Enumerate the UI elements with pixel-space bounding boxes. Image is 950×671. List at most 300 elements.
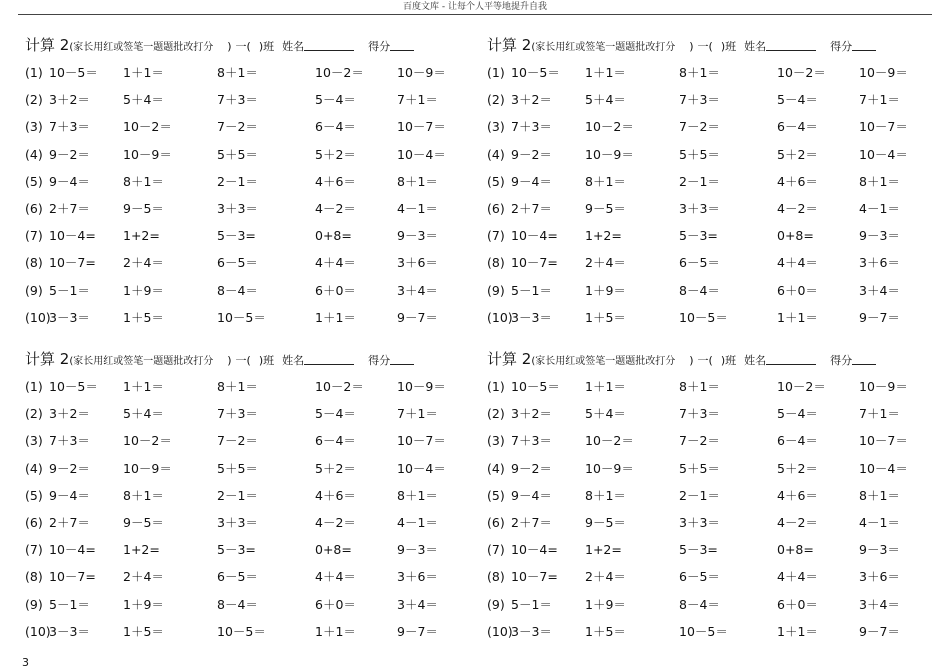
problem-col-5: 3＋6＝ [859, 255, 900, 271]
problem-number: (10) [25, 309, 51, 325]
problem-col-5: 3＋6＝ [397, 569, 438, 585]
problem-number: (5) [487, 487, 505, 503]
problem-row [25, 118, 465, 136]
name-blank[interactable] [304, 351, 354, 365]
problem-col-1: 7＋3＝ [511, 433, 552, 449]
problem-col-3: 7－2＝ [217, 433, 258, 449]
problem-col-3: 3＋3＝ [217, 515, 258, 530]
problem-col-1: 3－3＝ [49, 309, 90, 325]
problem-col-3: 8＋1＝ [217, 379, 258, 394]
problem-col-5: 3＋4＝ [859, 282, 900, 298]
problem-col-4: 4－2＝ [315, 201, 356, 216]
problem-col-5: 7＋1＝ [859, 406, 900, 422]
name-blank[interactable] [766, 37, 816, 51]
problem-col-2: 1＋5＝ [585, 309, 626, 325]
problem-col-3: 7－2＝ [679, 433, 720, 449]
problem-col-1: 9－2＝ [511, 460, 552, 476]
problem-col-1: 9－2＝ [49, 460, 90, 476]
problem-row [487, 623, 927, 641]
problem-col-4: 6－4＝ [315, 119, 356, 135]
problem-col-1: 7＋3＝ [49, 433, 90, 449]
problem-row [487, 514, 927, 532]
problem-col-3: 7＋3＝ [679, 92, 720, 108]
problem-col-3: 10－5＝ [679, 623, 728, 639]
problem-col-3: 10－5＝ [217, 623, 266, 639]
problem-col-3: 10－5＝ [679, 309, 728, 325]
problem-col-2: 5＋4＝ [123, 92, 164, 108]
sheet-title [487, 350, 876, 371]
problem-col-5: 9－3＝ [397, 542, 438, 558]
problem-number: (5) [487, 173, 505, 189]
problem-col-4: 0+8= [315, 542, 352, 558]
problem-number: (8) [487, 569, 505, 585]
worksheet-bottom-left [25, 350, 465, 650]
problem-col-4: 4＋6＝ [315, 173, 356, 189]
problem-col-4: 4－2＝ [777, 201, 818, 216]
problem-col-2: 1＋1＝ [123, 65, 164, 80]
problem-row [25, 460, 465, 478]
problem-col-5: 3＋6＝ [397, 255, 438, 271]
problem-number: (3) [487, 119, 505, 135]
problem-col-1: 10－5＝ [511, 65, 560, 80]
sheet-title-text: 计算 2 [487, 350, 532, 368]
problem-col-3: 7－2＝ [679, 119, 720, 135]
problem-col-1: 5－1＝ [511, 596, 552, 612]
problem-col-1: 10－5＝ [511, 379, 560, 394]
problem-col-1: 9－2＝ [49, 146, 90, 162]
problem-col-2: 10－2＝ [585, 119, 634, 135]
problem-col-2: 5＋4＝ [123, 406, 164, 422]
problem-col-2: 9－5＝ [123, 515, 164, 530]
problem-row [487, 146, 927, 164]
problem-col-5: 10－9＝ [397, 379, 446, 394]
problem-col-4: 6－4＝ [315, 433, 356, 449]
problem-number: (4) [25, 460, 43, 476]
problem-number: (6) [487, 201, 505, 216]
worksheet-top-left [25, 36, 465, 336]
problem-number: (5) [25, 173, 43, 189]
problem-col-5: 4－1＝ [859, 201, 900, 216]
problem-number: (7) [487, 542, 505, 558]
problem-col-2: 1+2= [585, 542, 622, 558]
problem-col-1: 3＋2＝ [511, 92, 552, 108]
problem-col-2: 10－9＝ [585, 146, 634, 162]
problem-col-2: 1＋5＝ [123, 623, 164, 639]
problem-number: (7) [25, 228, 43, 244]
problem-number: (4) [25, 146, 43, 162]
score-blank[interactable] [852, 351, 876, 365]
problem-col-1: 3－3＝ [511, 309, 552, 325]
problem-col-5: 8＋1＝ [859, 487, 900, 503]
problem-row [25, 64, 465, 82]
problem-number: (8) [25, 569, 43, 585]
problem-col-3: 8－4＝ [217, 282, 258, 298]
problem-col-3: 3＋3＝ [679, 201, 720, 216]
score-label: 得分 [830, 354, 853, 367]
problem-row [487, 282, 927, 300]
problem-number: (6) [487, 515, 505, 530]
sheet-title [25, 36, 414, 57]
problem-col-5: 8＋1＝ [859, 173, 900, 189]
problem-col-3: 6－5＝ [679, 569, 720, 585]
name-blank[interactable] [304, 37, 354, 51]
problem-col-4: 6＋0＝ [777, 282, 818, 298]
problem-col-3: 8－4＝ [217, 596, 258, 612]
parent-grading-note: (家长用红或签笔一题题批改打分 [531, 42, 676, 53]
problem-row [25, 432, 465, 450]
problem-col-2: 8＋1＝ [123, 173, 164, 189]
problem-col-2: 9－5＝ [585, 201, 626, 216]
problem-col-1: 9－2＝ [511, 146, 552, 162]
problem-number: (1) [487, 65, 505, 80]
problem-row [487, 118, 927, 136]
problem-col-4: 1＋1＝ [777, 623, 818, 639]
problem-col-3: 3＋3＝ [679, 515, 720, 530]
problem-col-2: 9－5＝ [123, 201, 164, 216]
problem-col-4: 5＋2＝ [315, 460, 356, 476]
problem-col-3: 5－3= [679, 228, 718, 244]
problem-row [25, 596, 465, 614]
name-label: 姓名 [282, 354, 305, 367]
name-blank[interactable] [766, 351, 816, 365]
problem-number: (3) [25, 433, 43, 449]
problem-col-3: 8＋1＝ [217, 65, 258, 80]
problem-col-3: 7＋3＝ [217, 406, 258, 422]
problem-col-5: 10－7＝ [397, 119, 446, 135]
problem-col-2: 1＋9＝ [123, 282, 164, 298]
problem-row [25, 514, 465, 532]
sheet-title-text: 计算 2 [25, 350, 70, 368]
parent-grading-note: (家长用红或签笔一题题批改打分 [69, 356, 214, 367]
problem-col-4: 0+8= [777, 542, 814, 558]
sheet-title [25, 350, 414, 371]
note-close-paren: ) [227, 354, 232, 367]
problem-col-2: 8＋1＝ [585, 173, 626, 189]
problem-col-5: 10－9＝ [397, 65, 446, 80]
problem-col-1: 2＋7＝ [49, 201, 90, 216]
problem-col-5: 9－3＝ [859, 228, 900, 244]
problem-row [487, 568, 927, 586]
problem-col-1: 9－4＝ [511, 173, 552, 189]
problem-number: (9) [487, 282, 505, 298]
page-number: 3 [22, 656, 29, 669]
score-blank[interactable] [390, 37, 414, 51]
problem-col-4: 10－2＝ [315, 379, 364, 394]
problem-col-5: 9－7＝ [397, 309, 438, 325]
problem-number: (9) [487, 596, 505, 612]
problem-col-1: 10－4= [511, 542, 558, 558]
problem-col-3: 7＋3＝ [679, 406, 720, 422]
problem-col-4: 5＋2＝ [777, 460, 818, 476]
problem-col-1: 10－7= [49, 255, 96, 271]
problem-row [487, 173, 927, 191]
name-label: 姓名 [282, 40, 305, 53]
problem-col-2: 9－5＝ [585, 515, 626, 530]
problem-row [25, 623, 465, 641]
problem-col-4: 5－4＝ [315, 92, 356, 108]
problem-row [487, 309, 927, 327]
problem-col-4: 1＋1＝ [315, 309, 356, 325]
problem-number: (7) [25, 542, 43, 558]
problem-col-4: 4＋4＝ [777, 569, 818, 585]
problem-col-5: 9－7＝ [859, 309, 900, 325]
note-close-paren: ) [689, 354, 694, 367]
problem-col-3: 7＋3＝ [217, 92, 258, 108]
class-label-suffix: )班 [258, 354, 275, 367]
problem-col-2: 10－9＝ [123, 146, 172, 162]
problem-number: (1) [487, 379, 505, 394]
problem-col-3: 8－4＝ [679, 282, 720, 298]
problem-col-3: 5－3= [217, 228, 256, 244]
problem-col-5: 9－3＝ [859, 542, 900, 558]
parent-grading-note: (家长用红或签笔一题题批改打分 [531, 356, 676, 367]
name-label: 姓名 [744, 40, 767, 53]
problem-col-5: 3＋4＝ [859, 596, 900, 612]
problem-col-5: 9－7＝ [397, 623, 438, 639]
problem-col-1: 3－3＝ [511, 623, 552, 639]
problem-col-1: 9－4＝ [511, 487, 552, 503]
problem-number: (6) [25, 201, 43, 216]
score-blank[interactable] [852, 37, 876, 51]
problem-number: (2) [487, 92, 505, 108]
problem-col-3: 2－1＝ [217, 487, 258, 503]
problem-col-1: 10－5＝ [49, 379, 98, 394]
problem-row [25, 91, 465, 109]
problem-col-1: 5－1＝ [49, 282, 90, 298]
problem-col-3: 5＋5＝ [679, 146, 720, 162]
problem-col-4: 10－2＝ [777, 379, 826, 394]
problem-col-4: 0+8= [315, 228, 352, 244]
problem-col-3: 10－5＝ [217, 309, 266, 325]
problem-number: (5) [25, 487, 43, 503]
class-label-prefix: 一( [697, 354, 713, 367]
problem-col-4: 10－2＝ [315, 65, 364, 80]
problem-number: (10) [487, 623, 513, 639]
problem-col-4: 5－4＝ [777, 92, 818, 108]
sheet-title-text: 计算 2 [487, 36, 532, 54]
problem-col-2: 1＋1＝ [123, 379, 164, 394]
problem-col-2: 1+2= [123, 542, 160, 558]
problem-row [25, 173, 465, 191]
problem-col-1: 9－4＝ [49, 487, 90, 503]
problem-row [487, 64, 927, 82]
problem-col-5: 4－1＝ [859, 515, 900, 530]
problem-col-3: 7－2＝ [217, 119, 258, 135]
problem-col-1: 10－4= [49, 228, 96, 244]
problem-col-2: 2＋4＝ [123, 255, 164, 271]
problem-col-1: 3－3＝ [49, 623, 90, 639]
problem-col-2: 1＋5＝ [585, 623, 626, 639]
problem-row [487, 405, 927, 423]
problem-col-3: 5＋5＝ [217, 146, 258, 162]
problem-col-2: 8＋1＝ [123, 487, 164, 503]
header-divider [18, 14, 932, 15]
problem-col-2: 10－2＝ [585, 433, 634, 449]
note-close-paren: ) [227, 40, 232, 53]
problem-col-1: 10－4= [511, 228, 558, 244]
problem-row [487, 596, 927, 614]
problem-col-3: 6－5＝ [217, 255, 258, 271]
problem-col-2: 8＋1＝ [585, 487, 626, 503]
problem-col-2: 5＋4＝ [585, 92, 626, 108]
problem-col-4: 4＋4＝ [315, 255, 356, 271]
problem-col-4: 5＋2＝ [777, 146, 818, 162]
problem-row [487, 460, 927, 478]
problem-col-1: 3＋2＝ [511, 406, 552, 422]
problem-row [25, 227, 465, 245]
problem-col-5: 10－4＝ [859, 460, 908, 476]
problem-col-2: 1＋1＝ [585, 65, 626, 80]
problem-col-4: 6＋0＝ [777, 596, 818, 612]
problem-col-5: 10－7＝ [859, 119, 908, 135]
problem-col-1: 9－4＝ [49, 173, 90, 189]
problem-col-4: 1＋1＝ [315, 623, 356, 639]
problem-col-3: 5＋5＝ [679, 460, 720, 476]
problem-col-5: 10－7＝ [397, 433, 446, 449]
problem-col-4: 4＋6＝ [315, 487, 356, 503]
problem-number: (4) [487, 146, 505, 162]
problem-row [25, 568, 465, 586]
problem-col-1: 10－7= [511, 255, 558, 271]
problem-col-1: 7＋3＝ [49, 119, 90, 135]
problem-col-4: 6－4＝ [777, 119, 818, 135]
problem-col-5: 10－4＝ [859, 146, 908, 162]
problem-col-2: 1＋5＝ [123, 309, 164, 325]
problem-row [25, 200, 465, 218]
problem-col-1: 10－4= [49, 542, 96, 558]
problem-number: (10) [25, 623, 51, 639]
problem-row [25, 487, 465, 505]
problem-col-4: 6＋0＝ [315, 282, 356, 298]
problem-col-3: 5－3= [679, 542, 718, 558]
problem-number: (1) [25, 379, 43, 394]
problem-number: (8) [487, 255, 505, 271]
problem-col-2: 10－2＝ [123, 119, 172, 135]
problem-col-5: 9－3＝ [397, 228, 438, 244]
problem-col-1: 5－1＝ [511, 282, 552, 298]
class-label-suffix: )班 [720, 40, 737, 53]
problem-col-3: 6－5＝ [679, 255, 720, 271]
problem-col-5: 3＋6＝ [859, 569, 900, 585]
problem-col-1: 3＋2＝ [49, 406, 90, 422]
problem-col-2: 10－2＝ [123, 433, 172, 449]
problem-number: (10) [487, 309, 513, 325]
problem-number: (2) [25, 406, 43, 422]
problem-row [25, 282, 465, 300]
problem-col-5: 9－7＝ [859, 623, 900, 639]
problem-col-4: 5＋2＝ [315, 146, 356, 162]
problem-col-4: 10－2＝ [777, 65, 826, 80]
problem-col-2: 2＋4＝ [123, 569, 164, 585]
problem-col-5: 10－9＝ [859, 65, 908, 80]
score-label: 得分 [368, 354, 391, 367]
problem-col-2: 1+2= [585, 228, 622, 244]
name-label: 姓名 [744, 354, 767, 367]
problem-number: (2) [487, 406, 505, 422]
score-blank[interactable] [390, 351, 414, 365]
class-label-prefix: 一( [697, 40, 713, 53]
problem-col-3: 2－1＝ [679, 487, 720, 503]
problem-col-3: 5＋5＝ [217, 460, 258, 476]
class-label-prefix: 一( [235, 40, 251, 53]
score-label: 得分 [830, 40, 853, 53]
problem-col-3: 3＋3＝ [217, 201, 258, 216]
problem-col-1: 5－1＝ [49, 596, 90, 612]
problem-col-2: 1+2= [123, 228, 160, 244]
problem-col-5: 10－4＝ [397, 460, 446, 476]
class-label-suffix: )班 [720, 354, 737, 367]
problem-row [487, 432, 927, 450]
worksheet-top-right [487, 36, 927, 336]
problem-number: (4) [487, 460, 505, 476]
problem-col-4: 5－4＝ [777, 406, 818, 422]
problem-col-2: 10－9＝ [585, 460, 634, 476]
problem-col-5: 8＋1＝ [397, 173, 438, 189]
problem-number: (9) [25, 596, 43, 612]
problem-col-2: 2＋4＝ [585, 255, 626, 271]
problem-col-2: 5＋4＝ [585, 406, 626, 422]
score-label: 得分 [368, 40, 391, 53]
problem-number: (3) [487, 433, 505, 449]
problem-col-1: 7＋3＝ [511, 119, 552, 135]
sheet-title-text: 计算 2 [25, 36, 70, 54]
problem-col-1: 2＋7＝ [49, 515, 90, 530]
problem-col-4: 0+8= [777, 228, 814, 244]
problem-number: (1) [25, 65, 43, 80]
problem-col-2: 2＋4＝ [585, 569, 626, 585]
problem-col-5: 10－9＝ [859, 379, 908, 394]
problem-col-2: 1＋9＝ [123, 596, 164, 612]
problem-row [25, 378, 465, 396]
problem-col-3: 2－1＝ [217, 173, 258, 189]
problem-col-4: 4＋4＝ [777, 255, 818, 271]
sheet-title [487, 36, 876, 57]
problem-col-5: 7＋1＝ [859, 92, 900, 108]
problem-col-1: 2＋7＝ [511, 515, 552, 530]
parent-grading-note: (家长用红或签笔一题题批改打分 [69, 42, 214, 53]
problem-number: (2) [25, 92, 43, 108]
problem-col-4: 4＋6＝ [777, 487, 818, 503]
problem-number: (8) [25, 255, 43, 271]
problem-row [25, 309, 465, 327]
problem-col-5: 7＋1＝ [397, 406, 438, 422]
problem-col-4: 5－4＝ [315, 406, 356, 422]
problem-col-4: 6－4＝ [777, 433, 818, 449]
problem-col-1: 10－5＝ [49, 65, 98, 80]
problem-col-5: 4－1＝ [397, 515, 438, 530]
problem-number: (3) [25, 119, 43, 135]
document-header: 百度文库 - 让每个人平等地提升自我 [403, 2, 547, 12]
problem-number: (9) [25, 282, 43, 298]
problem-col-4: 4－2＝ [777, 515, 818, 530]
problem-col-4: 4＋4＝ [315, 569, 356, 585]
problem-row [487, 254, 927, 272]
problem-col-3: 8＋1＝ [679, 379, 720, 394]
problem-col-1: 2＋7＝ [511, 201, 552, 216]
problem-col-4: 6＋0＝ [315, 596, 356, 612]
problem-number: (7) [487, 228, 505, 244]
problem-col-4: 4＋6＝ [777, 173, 818, 189]
problem-row [487, 200, 927, 218]
problem-col-2: 1＋9＝ [585, 596, 626, 612]
note-close-paren: ) [689, 40, 694, 53]
problem-col-5: 7＋1＝ [397, 92, 438, 108]
problem-col-1: 10－7= [511, 569, 558, 585]
problem-col-2: 1＋1＝ [585, 379, 626, 394]
problem-row [25, 254, 465, 272]
problem-col-2: 1＋9＝ [585, 282, 626, 298]
problem-col-5: 8＋1＝ [397, 487, 438, 503]
